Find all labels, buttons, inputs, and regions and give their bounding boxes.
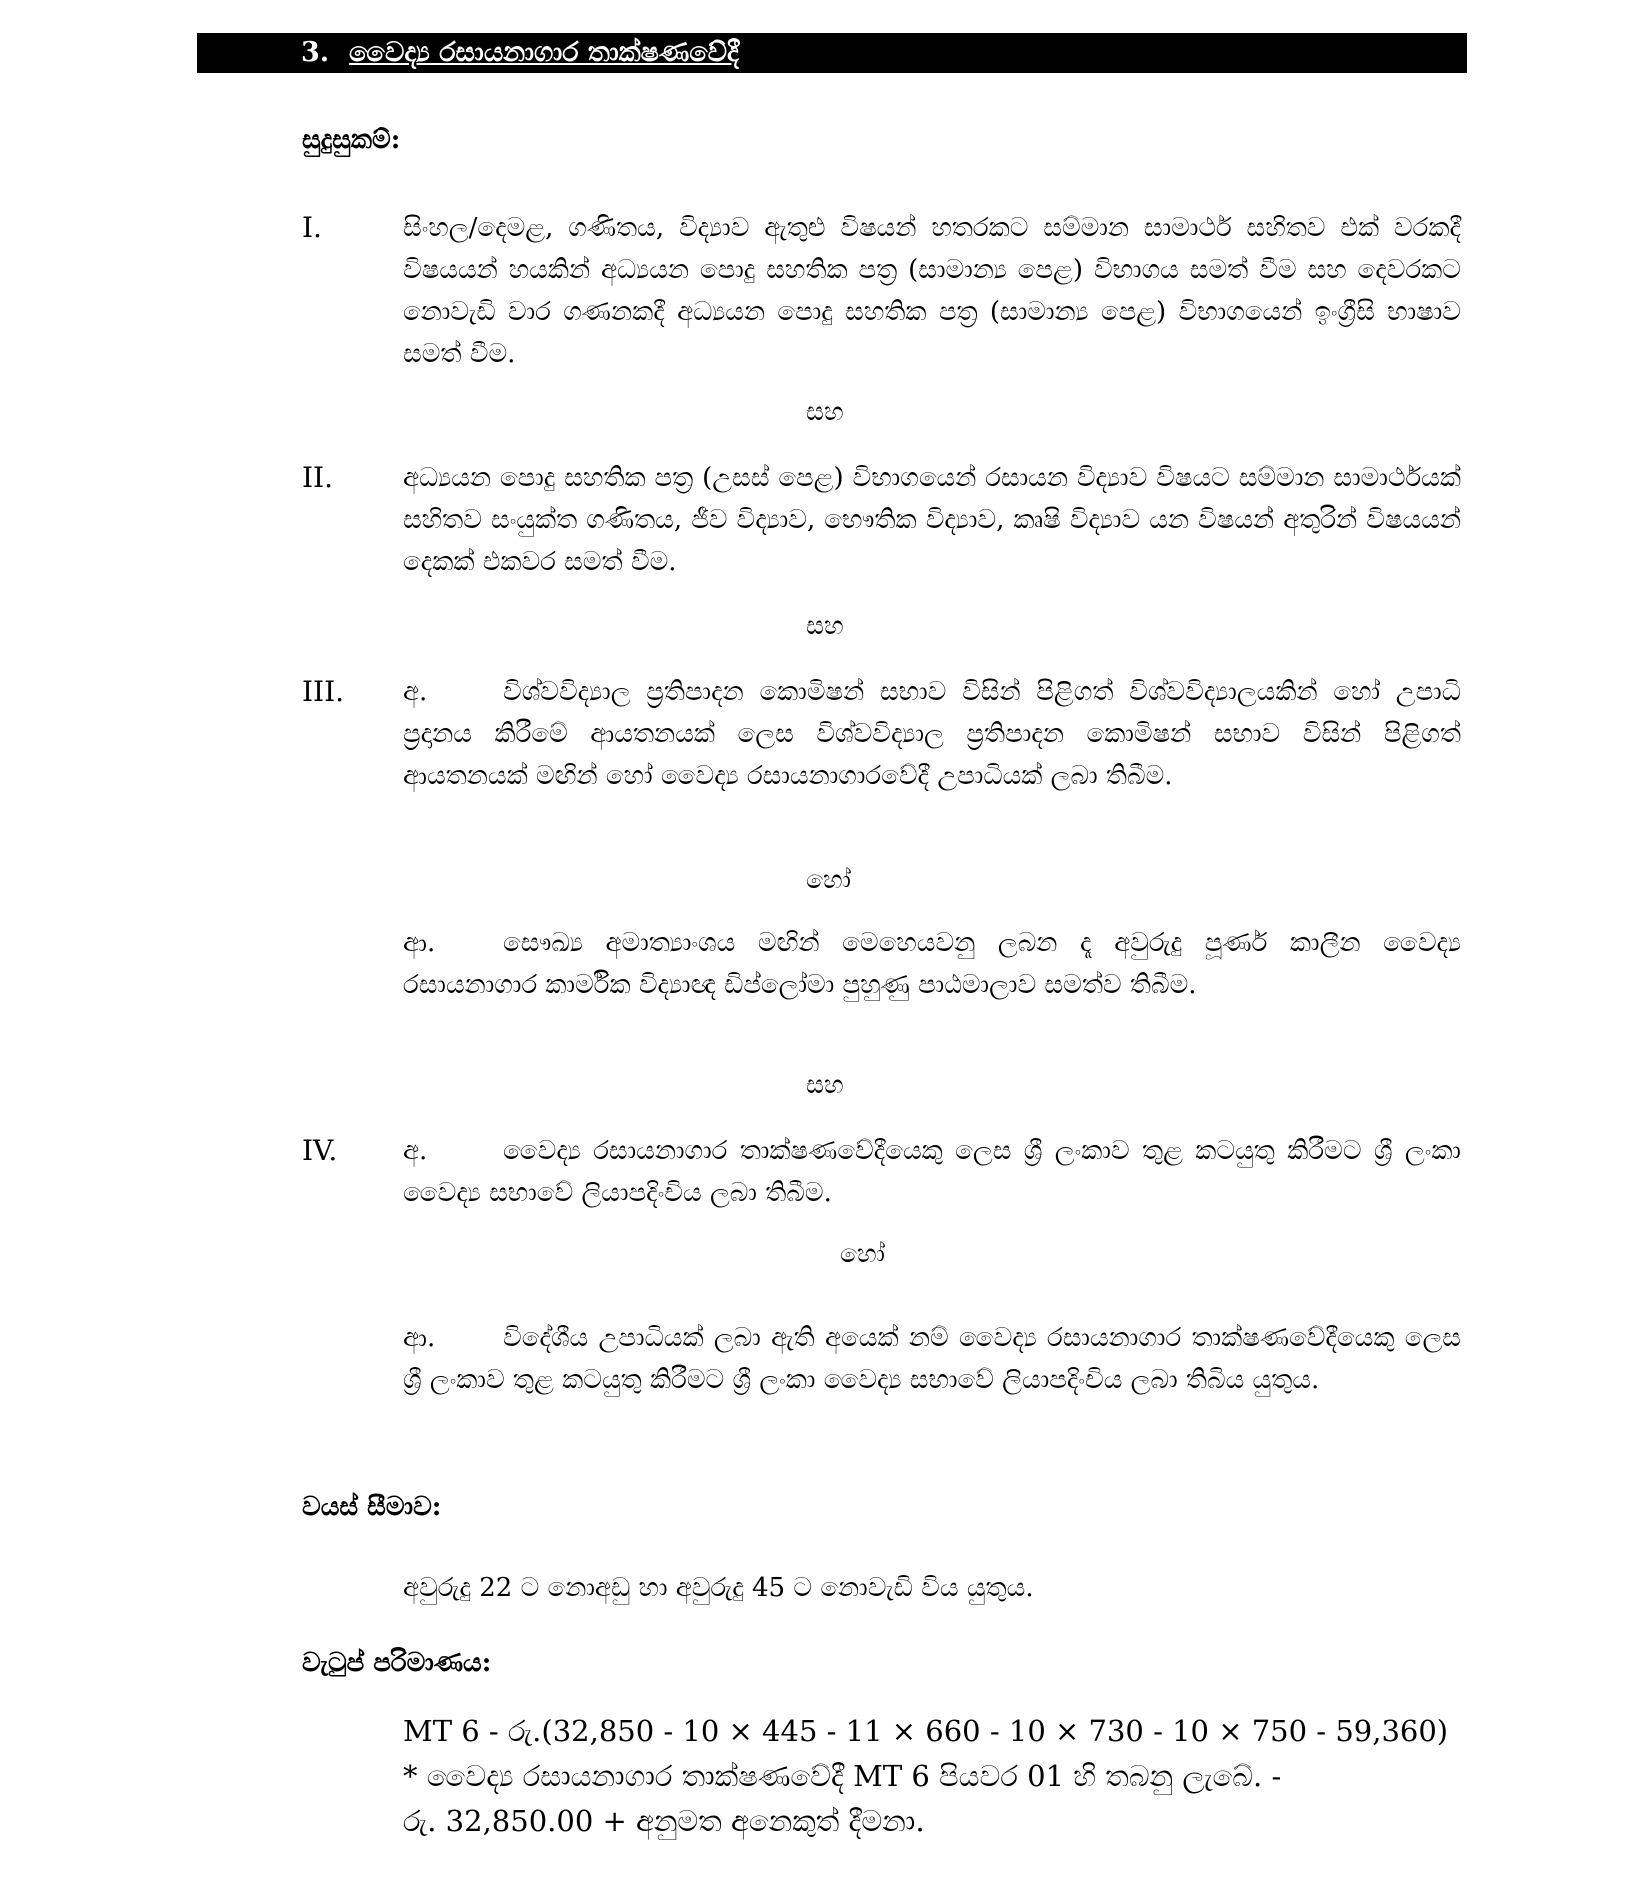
item-numeral-1: I. [302,211,322,244]
salary-note-line-1: * වෛද්‍ය රසායනාගාර තාක්ෂණවේදී MT 6 පියවර 01 හි තබනු ලැබේ. - [403,1759,1282,1793]
section-number: 3. [301,37,330,68]
item-3-sub-a-letter: අ. [403,677,428,707]
connector-or-1: හෝ [806,865,851,894]
salary-heading: වැටුප් පරිමාණය: [302,1648,492,1678]
connector-and-1: සහ [806,397,844,426]
salary-scale: MT 6 - රු.(32,850 - 10 × 445 - 11 × 660 - 10 × 730 - 10 × 750 - 59,360) [403,1714,1449,1748]
item-3-sub-b-text: සෞඛ්‍ය අමාත්‍යාංශය මඟින් මෙහෙයවනු ලබන දෑ අවුරුදු පූර්ණ කාලීන වෛද්‍ය රසායනාගාර කාර්මික විද්‍යාඥ ඩිප්ලෝමා පුහුණු පාඨමාලාව සමත්ව තිබීම. [403,928,1461,1000]
item-4-sub-a-letter: අ. [403,1136,428,1166]
item-text-2: අධ්‍යයන පොදු සහතික පත්‍ර (උසස් පෙළ) විභාගයෙන් රසායන විද්‍යාව විෂයට සම්මාන සාමාර්ථයක් සහිතව සංයුක්ත ගණිතය, ජීව විද්‍යාව, භෞතික විද්‍යාව, කෘෂි විද්‍යාව යන විෂයන් අතුරින් විෂයයන් දෙකක් එකවර සමත් වීම. [403,463,1461,577]
item-3-sub-a-text: විශ්වවිද්‍යාල ප්‍රතිපාදන කොමිෂන් සභාව විසින් පිළිගත් විශ්වවිද්‍යාලයකින් හෝ උපාධි ප්‍රදානය කිරීමේ ආයතනයක් ලෙස විශ්වවිද්‍යාල ප්‍රතිපාදන කොමිෂන් සභාව විසින් පිළිගත් ආයතනයක් මඟින් හෝ වෛද්‍ය රසායනාගාරවේදී උපාධියක් ලබා තිබීම. [403,677,1461,791]
connector-or-2: හෝ [840,1239,885,1268]
item-4-sub-b-letter: ආ. [403,1323,436,1353]
section-title: වෛද්‍ය රසායනාගාර තාක්ෂණවේදී [349,37,740,68]
age-limit-text: අවුරුදු 22 ට නොඅඩු හා අවුරුදු 45 ට නොවැඩි විය යුතුය. [403,1573,1034,1603]
connector-and-2: සහ [806,611,844,640]
item-numeral-3: III. [302,675,345,708]
item-text-1: සිංහල/දෙමළ, ගණිතය, විද්‍යාව ඇතුළු විෂයන් හතරකට සම්මාන සාමාර්ථ සහිතව එක් වරකදී විෂයයන් හයකින් අධ්‍යයන පොදු සහතික පත්‍ර (සාමාන්‍ය පෙළ) විභාගය සමත් වීම සහ දෙවරකට නොවැඩි වාර ගණනකදී අධ්‍යයන පොදු සහතික පත්‍ර (සාමාන්‍ය පෙළ) විභාගයෙන් ඉංග්‍රීසි භාෂාව සමත් වීම. [403,213,1461,369]
qualifications-heading: සුදුසුකම්: [302,125,401,155]
item-4-sub-a-text: වෛද්‍ය රසායනාගාර තාක්ෂණවේදීයෙකු ලෙස ශ්‍රී ලංකාව තුළ කටයුතු කිරීමට ශ්‍රී ලංකා වෛද්‍ය සභාවේ ලියාපදිංචිය ලබා තිබීම. [403,1136,1461,1208]
section-title-bar [197,33,1467,73]
salary-note-line-2: රු. 32,850.00 + අනුමත අනෙකුත් දීමනා. [403,1804,925,1838]
item-numeral-4: IV. [302,1134,338,1167]
item-4-sub-b-text: විදේශීය උපාධියක් ලබා ඇති අයෙක් නම් වෛද්‍ය රසායනාගාර තාක්ෂණවේදීයෙකු ලෙස ශ්‍රී ලංකාව තුළ කටයුතු කිරීමට ශ්‍රී ලංකා වෛද්‍ය සභාවේ ලියාපදිංචිය ලබා තිබිය යුතුය. [403,1323,1461,1395]
connector-and-3: සහ [806,1070,844,1099]
item-3-sub-b-letter: ආ. [403,928,436,958]
item-numeral-2: II. [302,461,334,494]
age-limit-heading: වයස් සීමාව: [302,1492,442,1522]
